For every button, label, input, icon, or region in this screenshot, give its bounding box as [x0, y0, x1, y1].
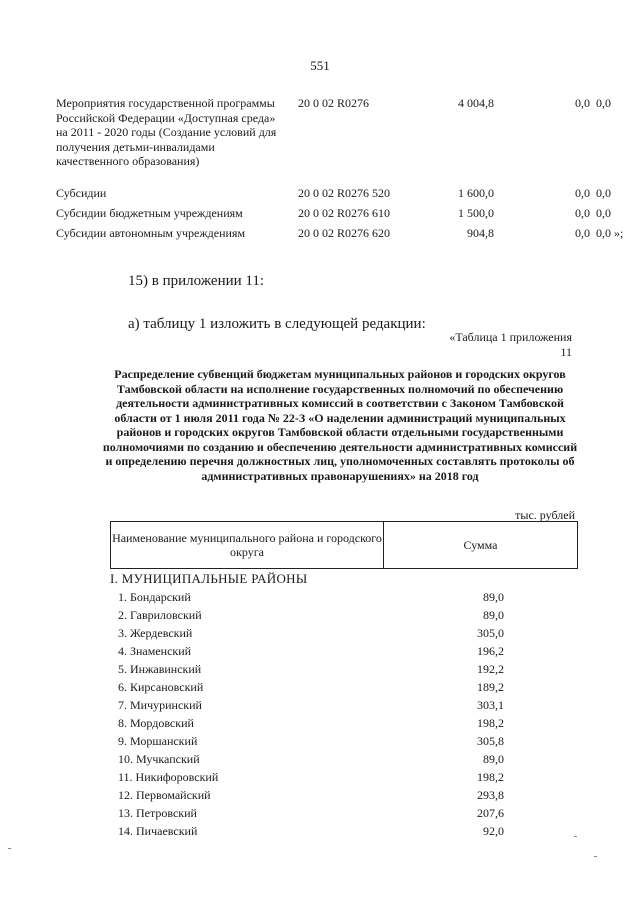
program-row [56, 96, 640, 188]
district-name: 13. Петровский [118, 806, 197, 820]
table-row [118, 698, 504, 714]
district-value: 189,2 [477, 680, 504, 694]
scan-mark [594, 856, 597, 857]
subsidy-name: Субсидии [56, 186, 107, 200]
district-value: 198,2 [477, 770, 504, 784]
autonomous-subsidy-value-2: 0,0 »; [596, 226, 624, 240]
table-header [110, 521, 578, 569]
district-name: 10. Мучкапский [118, 752, 200, 766]
table-row [118, 644, 504, 660]
program-value-1: 0,0 [575, 96, 590, 110]
budget-subsidy-value-2: 0,0 [596, 206, 611, 220]
program-value-2: 0,0 [596, 96, 611, 110]
district-value: 303,1 [477, 698, 504, 712]
district-name: 9. Моршанский [118, 734, 198, 748]
district-value: 89,0 [483, 590, 504, 604]
subsidy-value-2: 0,0 [596, 186, 611, 200]
budget-subsidy-value-1: 0,0 [575, 206, 590, 220]
district-value: 92,0 [483, 824, 504, 838]
header-sum-cell: Сумма [463, 537, 498, 552]
table-reference: «Таблица 1 приложения 11 [449, 330, 572, 359]
district-value: 305,0 [477, 626, 504, 640]
subsidy-value-1: 0,0 [575, 186, 590, 200]
district-value: 89,0 [483, 608, 504, 622]
district-name: 2. Гавриловский [118, 608, 202, 622]
table-row [118, 752, 504, 768]
district-name: 3. Жердевский [118, 626, 193, 640]
table-row [118, 608, 504, 624]
table-row [118, 716, 504, 732]
district-name: 12. Первомайский [118, 788, 211, 802]
table-row [118, 824, 504, 840]
page-number: 551 [310, 58, 330, 73]
subsidy-row [56, 186, 640, 202]
district-name: 1. Бондарский [118, 590, 191, 604]
district-name: 4. Знаменский [118, 644, 192, 658]
item-a: а) таблицу 1 изложить в следующей редакции: [128, 316, 426, 332]
scan-mark [574, 836, 577, 837]
autonomous-subsidy-row [56, 226, 640, 242]
district-value: 89,0 [483, 752, 504, 766]
units-label: тыс. рублей [515, 508, 575, 522]
scan-mark [8, 848, 11, 849]
table-heading: Распределение субвенций бюджетам муниципальных районов и городских округов Тамбовской области на исполнение государственных полномочий по обеспечению деятельности административных комиссий в соответствии с Законом Тамбовской области от 1 июля 2011 года № 22-З «О наделении администраций муниципальных районов и городских округов Тамбовской области отдельными государственными полномочиями по созданию и обеспечению деятельности административных комиссий и определению перечня должностных лиц, уполномоченных составлять протоколы об административных правонарушениях» на 2018 год [102, 367, 578, 483]
district-value: 192,2 [477, 662, 504, 676]
district-value: 293,8 [477, 788, 504, 802]
autonomous-subsidy-sum: 904,8 [467, 226, 494, 240]
table-row [118, 770, 504, 786]
autonomous-subsidy-code: 20 0 02 R0276 620 [298, 226, 391, 240]
subsidy-code: 20 0 02 R0276 520 [298, 186, 391, 200]
table-row [118, 626, 504, 642]
district-name: 7. Мичуринский [118, 698, 202, 712]
district-name: 8. Мордовский [118, 716, 194, 730]
table-row [118, 590, 504, 606]
budget-subsidy-name: Субсидии бюджетным учреждениям [56, 206, 243, 220]
section-title: I. МУНИЦИПАЛЬНЫЕ РАЙОНЫ [110, 571, 308, 586]
program-name: Мероприятия государственной программы Российской Федерации «Доступная среда» на 2011 - 2020 годы (Создание условий для получения детьми-инвалидами качественного образования) [56, 96, 277, 168]
budget-subsidy-code: 20 0 02 R0276 610 [298, 206, 391, 220]
table-row [118, 788, 504, 804]
district-value: 207,6 [477, 806, 504, 820]
header-name-cell: Наименование муниципального района и городского округа [111, 522, 384, 568]
budget-subsidy-sum: 1 500,0 [458, 206, 494, 220]
subsidy-sum: 1 600,0 [458, 186, 494, 200]
table-row [118, 680, 504, 696]
district-value: 305,8 [477, 734, 504, 748]
district-name: 14. Пичаевский [118, 824, 198, 838]
item-15: 15) в приложении 11: [128, 273, 265, 289]
autonomous-subsidy-name: Субсидии автономным учреждениям [56, 226, 246, 240]
budget-subsidy-row [56, 206, 640, 222]
district-value: 198,2 [477, 716, 504, 730]
table-row [118, 734, 504, 750]
table-row [118, 806, 504, 822]
district-value: 196,2 [477, 644, 504, 658]
district-name: 11. Никифоровский [118, 770, 219, 784]
program-code: 20 0 02 R0276 [298, 96, 370, 110]
table-row [118, 662, 504, 678]
program-sum: 4 004,8 [458, 96, 494, 110]
district-name: 5. Инжавинский [118, 662, 202, 676]
district-name: 6. Кирсановский [118, 680, 204, 694]
autonomous-subsidy-value-1: 0,0 [575, 226, 590, 240]
